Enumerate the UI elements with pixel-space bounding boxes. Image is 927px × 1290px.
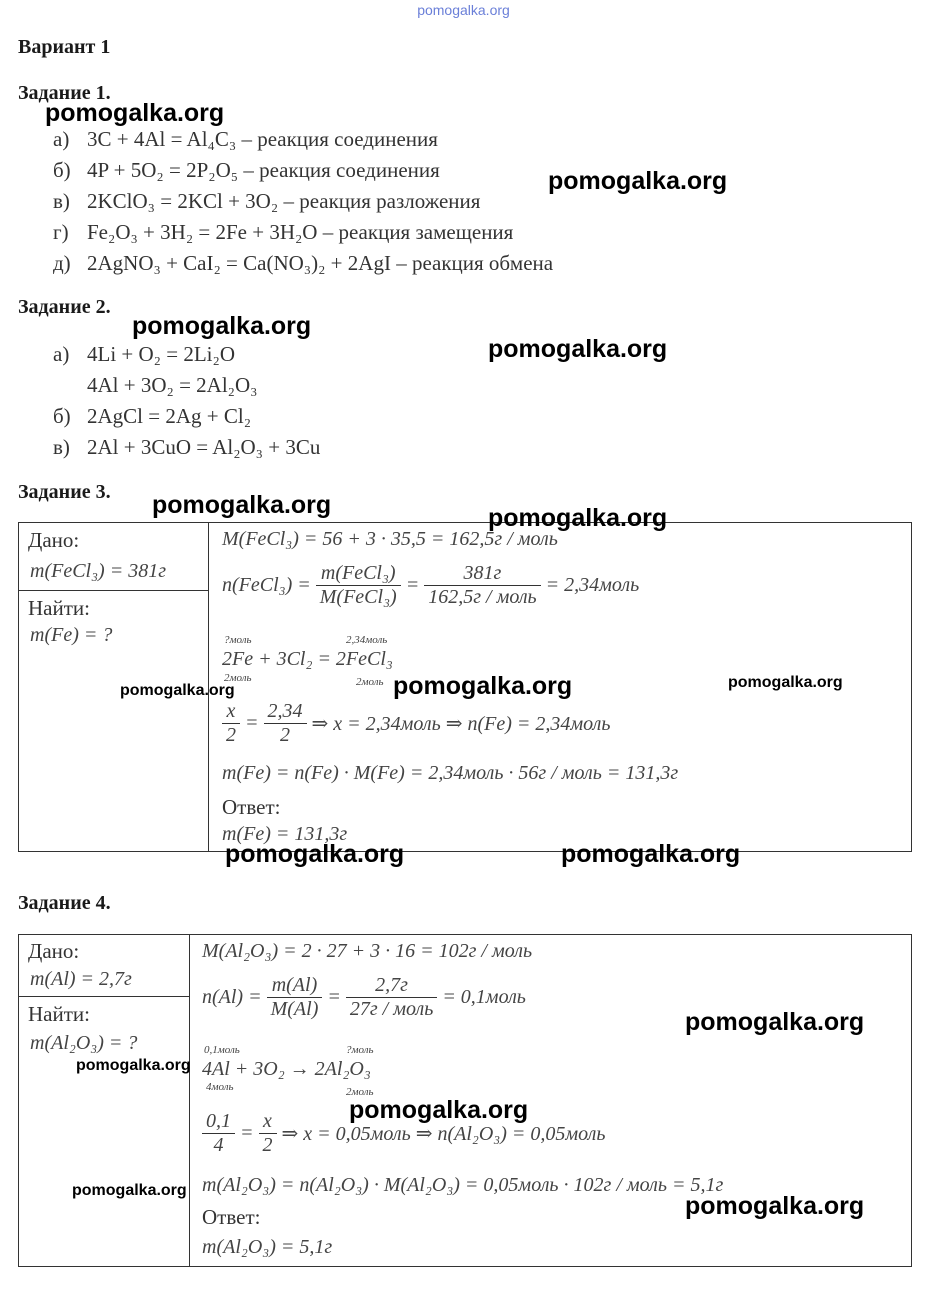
task3-molar-mass: M(FeCl₃) = 56 + 3 · 35,5 = 162,5г / моль [222,528,558,550]
task3-moles-formula: n(FeCl₃) = $\frac{\text{m(FeCl₃)}}{\text{M(FeCl₃)}}$ = $\frac{381г}{\text{162,5г / моль}}$ = 2,34моль [222,562,640,608]
task4-given-divider [18,996,190,997]
task3-proportion: $\frac{x}{2}$ = $\frac{2,34}{2}$ ⇒ x = 2,34моль ⇒ n(Fe) = 2,34моль [222,700,610,747]
watermark: pomogalka.org [548,167,728,195]
watermark: pomogalka.org [349,1096,529,1124]
watermark: pomogalka.org [132,312,312,340]
task4-answer-label: Ответ: [202,1205,261,1229]
task4-molar-mass: M(Al₂O₃) = 2 · 27 + 3 · 16 = 102г / моль [202,940,533,962]
task1-item-b: б) 4P + 5O₂ = 2P₂O₅ – реакция соединения [53,158,440,182]
task1-item-a: а) 3C + 4Al = Al₄C₃ – реакция соединения [53,127,438,151]
task3-find-label: Найти: [28,596,90,620]
watermark: pomogalka.org [685,1008,865,1036]
watermark: pomogalka.org [45,99,225,127]
task4-rx-top-left: 0,1моль [204,1044,240,1056]
task4-given-value: m(Al) = 2,7г [30,968,132,990]
task3-rx-top-right: 2,34моль [346,634,388,646]
watermark: pomogalka.org [152,491,332,519]
task3-find-value: m(Fe) = ? [30,624,113,646]
watermark: pomogalka.org [685,1192,865,1220]
task3-given-value: m(FeCl₃) = 381г [30,560,167,582]
watermark: pomogalka.org [728,674,843,691]
task4-rx-bottom-right: 2моль [346,1086,374,1098]
task4-moles-formula: n(Al) = $\frac{m(Al)}{M(Al)}$ = $\frac{2,7г}{\text{27г / моль}}$ = 0,1моль [202,974,526,1020]
task4-rx-top-right: ?моль [346,1044,374,1056]
task4-find-label: Найти: [28,1002,90,1026]
task3-answer-label: Ответ: [222,795,281,819]
task3-rx-bottom-left: 2моль [224,672,252,684]
watermark: pomogalka.org [76,1057,191,1074]
task3-mass-calc: m(Fe) = n(Fe) · M(Fe) = 2,34моль · 56г / моль = 131,3г [222,762,679,784]
task4-title: Задание 4. [18,892,111,914]
task4-rx-bottom-left: 4моль [206,1081,234,1093]
task4-proportion: $\frac{0,1}{4}$ = $\frac{x}{2}$ ⇒ x = 0,05моль ⇒ n(Al₂O₃) = 0,05моль [202,1110,606,1157]
task3-title: Задание 3. [18,481,111,503]
task4-given-label: Дано: [28,939,80,963]
task2-item-a2: 4Al + 3O₂ = 2Al₂O₃ [87,373,258,397]
watermark: pomogalka.org [488,504,668,532]
task4-reaction: 4Al + 3O₂ → 2Al₂O₃ [202,1058,371,1080]
watermark: pomogalka.org [561,840,741,868]
watermark: pomogalka.org [488,335,668,363]
task4-mass-calc: m(Al₂O₃) = n(Al₂O₃) · M(Al₂O₃) = 0,05моль · 102г / моль = 5,1г [202,1174,724,1196]
watermark: pomogalka.org [72,1182,187,1199]
task1-title: Задание 1. [18,82,111,104]
task3-rx-bottom-right: 2моль [356,676,384,688]
task2-title: Задание 2. [18,296,111,318]
watermark: pomogalka.org [120,682,235,699]
task2-item-c: в) 2Al + 3CuO = Al₂O₃ + 3Cu [53,435,321,459]
task2-item-b: б) 2AgCl = 2Ag + Cl₂ [53,404,252,428]
watermark: pomogalka.org [225,840,405,868]
task4-answer-value: m(Al₂O₃) = 5,1г [202,1236,333,1258]
task3-given-label: Дано: [28,528,80,552]
task3-answer-value: m(Fe) = 131,3г [222,823,348,845]
task3-reaction: 2Fe + 3Cl₂ = 2FeCl₃ [222,648,393,670]
task4-divider [189,934,190,1266]
watermark: pomogalka.org [393,672,573,700]
task2-item-a1: а) 4Li + O₂ = 2Li₂O [53,342,235,366]
task3-rx-top-left: ?моль [224,634,252,646]
task1-item-d: г) Fe₂O₃ + 3H₂ = 2Fe + 3H₂O – реакция замещения [53,220,514,244]
task3-given-divider [18,590,209,591]
variant-title: Вариант 1 [18,36,111,58]
task1-item-c: в) 2KClO₃ = 2KCl + 3O₂ – реакция разложения [53,189,481,213]
task1-item-e: д) 2AgNO₃ + CaI₂ = Ca(NO₃)₂ + 2AgI – реакция обмена [53,251,554,275]
task4-find-value: m(Al₂O₃) = ? [30,1032,138,1054]
site-link[interactable]: pomogalka.org [417,2,510,18]
